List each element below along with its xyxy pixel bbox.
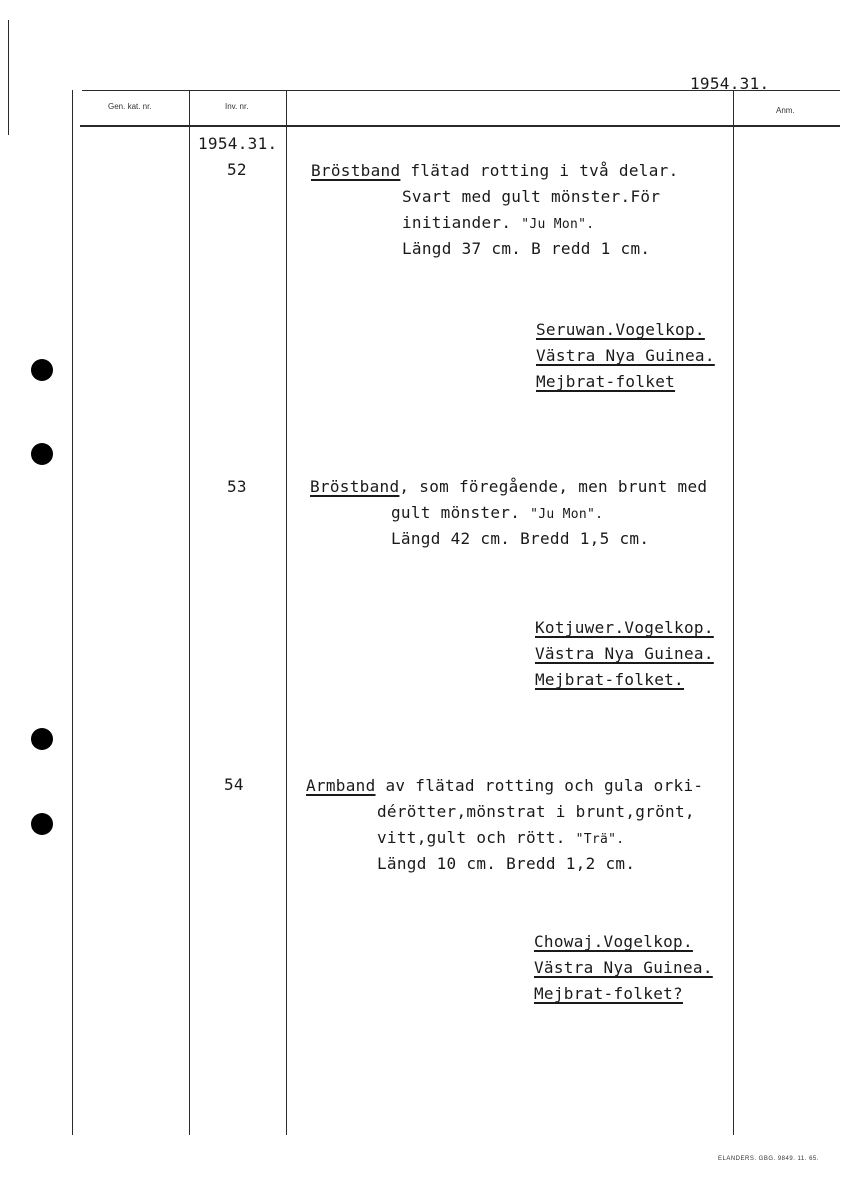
entry-52-line-2: Svart med gult mönster.För bbox=[402, 187, 661, 206]
column-line-1 bbox=[72, 90, 73, 1135]
punch-hole-2 bbox=[31, 443, 53, 465]
inv-number-54: 54 bbox=[224, 775, 244, 794]
inv-number-53: 53 bbox=[227, 477, 247, 496]
punch-hole-1 bbox=[31, 359, 53, 381]
entry-53-locality-2: Västra Nya Guinea. bbox=[535, 644, 714, 663]
entry-53-line-2: gult mönster. "Ju Mon". bbox=[391, 503, 604, 522]
punch-hole-3 bbox=[31, 728, 53, 750]
catalog-number: 1954.31. bbox=[690, 74, 770, 93]
entry-54-line-1: Armband av flätad rotting och gula orki- bbox=[306, 776, 704, 795]
column-header-gen-kat: Gen. kat. nr. bbox=[108, 102, 152, 111]
entry-54-line-2: dérötter,mönstrat i brunt,grönt, bbox=[377, 802, 695, 821]
column-header-anm: Anm. bbox=[776, 106, 795, 115]
entry-52-line-4: Längd 37 cm. B redd 1 cm. bbox=[402, 239, 651, 258]
entry-54-quote: "Trä". bbox=[575, 832, 625, 847]
entry-54-line-3: vitt,gult och rött. "Trä". bbox=[377, 828, 625, 847]
column-line-3 bbox=[286, 90, 287, 1135]
entry-54-locality-2: Västra Nya Guinea. bbox=[534, 958, 713, 977]
entry-53-locality-3: Mejbrat-folket. bbox=[535, 670, 684, 689]
printer-imprint: ELANDERS. GBG. 9849. 11. 65. bbox=[718, 1156, 819, 1162]
entry-53-line-1: Bröstband, som föregående, men brunt med bbox=[310, 477, 708, 496]
inv-number-52: 52 bbox=[227, 160, 247, 179]
entry-53-line-3: Längd 42 cm. Bredd 1,5 cm. bbox=[391, 529, 650, 548]
entry-53-quote: "Ju Mon". bbox=[530, 507, 604, 522]
punch-hole-4 bbox=[31, 813, 53, 835]
left-margin-line bbox=[8, 20, 9, 135]
entry-52-locality-1: Seruwan.Vogelkop. bbox=[536, 320, 705, 339]
entry-54-title: Armband bbox=[306, 776, 376, 795]
header-bottom-line bbox=[80, 125, 840, 127]
entry-52-locality-3: Mejbrat-folket bbox=[536, 372, 676, 391]
entry-52-line-1: Bröstband flätad rotting i två delar. bbox=[311, 161, 679, 180]
entry-52-title: Bröstband bbox=[311, 161, 401, 180]
column-line-4 bbox=[733, 90, 734, 1135]
entry-54-locality-1: Chowaj.Vogelkop. bbox=[534, 932, 693, 951]
column-line-2 bbox=[189, 90, 190, 1135]
entry-52-line-3: initiander. "Ju Mon". bbox=[402, 213, 595, 232]
entry-54-locality-3: Mejbrat-folket? bbox=[534, 984, 683, 1003]
group-number: 1954.31. bbox=[198, 134, 278, 153]
entry-52-locality-2: Västra Nya Guinea. bbox=[536, 346, 715, 365]
entry-53-locality-1: Kotjuwer.Vogelkop. bbox=[535, 618, 714, 637]
entry-52-quote: "Ju Mon". bbox=[521, 217, 595, 232]
entry-53-title: Bröstband bbox=[310, 477, 400, 496]
entry-54-line-4: Längd 10 cm. Bredd 1,2 cm. bbox=[377, 854, 636, 873]
column-header-inv: Inv. nr. bbox=[225, 102, 249, 111]
